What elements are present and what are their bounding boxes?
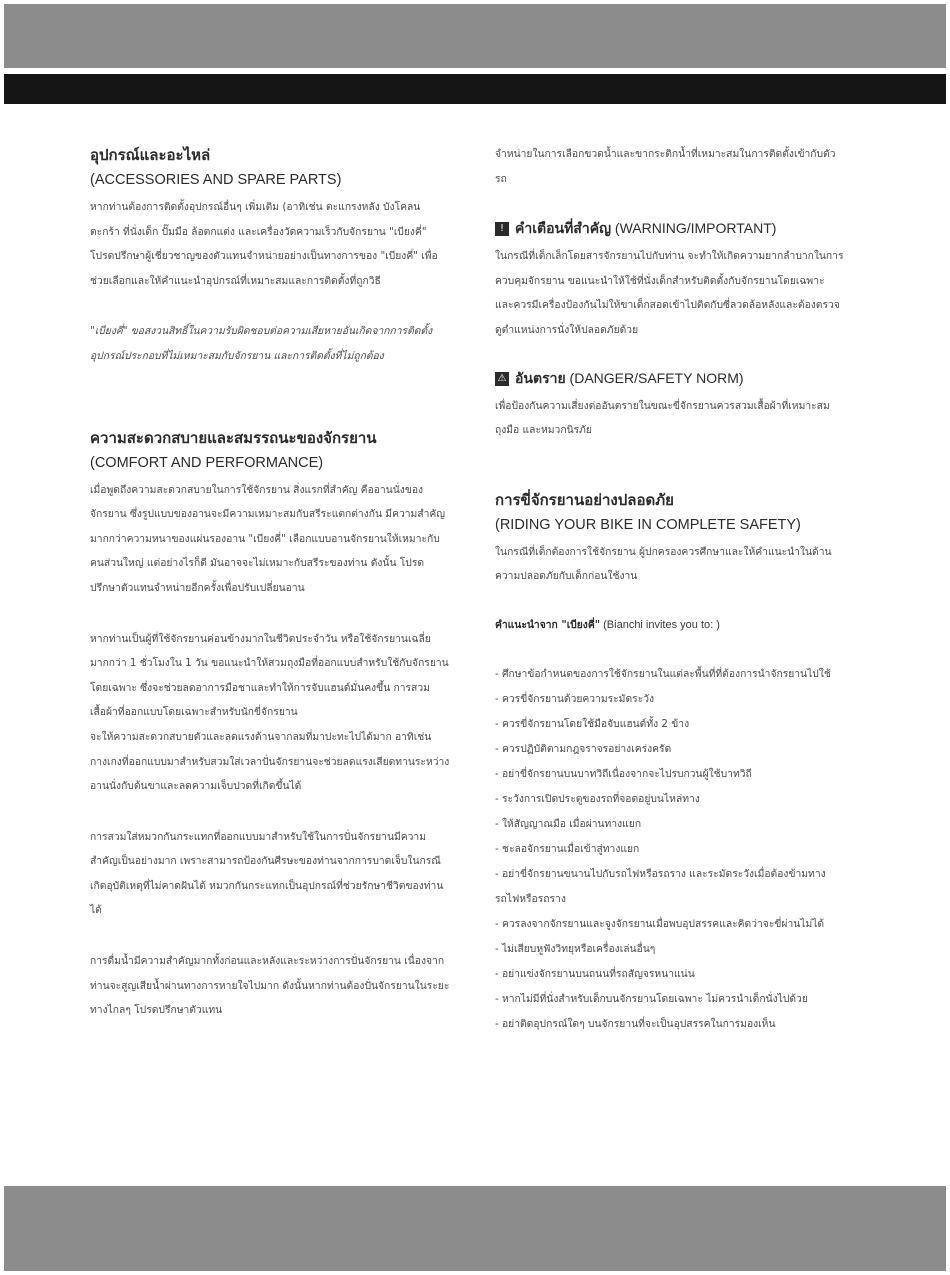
- list-item: - ชะลอจักรยานเมื่อเข้าสู่ทางแยก: [495, 842, 640, 855]
- safety-title: การขี่จักรยานอย่างปลอดภัย: [495, 490, 674, 509]
- comfort-paragraph-clothing: จะให้ความสะดวกสบายตัวและลดแรงต้านจากลมที่มาปะทะไปได้มาก อาทิเช่น กางเกงที่ออกแบบมาสำหรับสวมใส่เวลาปั่นจักรยานจะช่วยลดแรงเสียดทานระหว่างอานนั่งกับต้นขาและลดความเจ็บปวดที่เกิดขึ้นได้: [90, 730, 450, 793]
- list-item: - อย่าขี่จักรยานบนบาทวิถีเนื่องจากจะไปรบกวนผู้ใช้บาทวิถี: [495, 767, 752, 780]
- safety-intro: ในกรณีที่เด็กต้องการใช้จักรยาน ผู้ปกครองควรศึกษาและให้คำแนะนำในด้านความปลอดภัยกับเด็กก่อนใช้งาน: [495, 545, 832, 583]
- accessories-title: อุปกรณ์และอะไหล่: [90, 146, 211, 164]
- invite-heading-en: (Bianchi invites you to: ): [600, 618, 720, 631]
- list-item: - ควรลงจากจักรยานและจูงจักรยานเมื่อพบอุปสรรคและคิดว่าจะขี่ผ่านไม่ได้: [495, 917, 825, 930]
- danger-title-th: อันตราย: [515, 370, 566, 387]
- comfort-title: ความสะดวกสบายและสมรรถนะของจักรยาน: [90, 428, 377, 447]
- list-item: - ควรขี่จักรยานโดยใช้มือจับแฮนด์ทั้ง 2 ข้าง: [495, 717, 690, 730]
- right-column: [495, 130, 845, 1037]
- warning-text: ในกรณีที่เด็กเล็กโดยสารจักรยานไปกับท่าน จะทำให้เกิดความยากลำบากในการควบคุมจักรยาน ขอแนะนำให้ใช้ที่นั่งเด็กสำหรับติดตั้งกับจักรยานโดยเฉพาะ และควรมีเครื่องป้องกันไม่ให้ขาเด็กสอดเข้าไปติดกับซี่ลวดล้อหลังและต้องตรวจดูตำแหน่งการนั่งให้ปลอดภัยด้วย: [495, 250, 844, 336]
- list-item: - ระวังการเปิดประตูของรถที่จอดอยู่บนไหล่ทาง: [495, 792, 700, 805]
- invite-heading: [495, 613, 845, 638]
- danger-title-en: (DANGER/SAFETY NORM): [565, 369, 744, 386]
- list-item: - ไม่เสียบหูฟังวิทยุหรือเครื่องเล่นอื่นๆ: [495, 942, 656, 955]
- comfort-paragraph-gloves: หากท่านเป็นผู้ที่ใช้จักรยานค่อนข้างมากในชีวิตประจำวัน หรือใช้จักรยานเฉลี่ยมากกว่า 1 ชั่วโมงใน 1 วัน ขอแนะนำให้สวมถุงมือที่ออกแบบสำหรับใช้กับจักรยานโดยเฉพาะ ซึ่งจะช่วยลดอาการมือชาและทำให้การจับแฮนด์มั่นคงขึ้น การสวมเสื้อผ้าที่ออกแบบโดยเฉพาะสำหรับนักขี่จักรยาน: [90, 632, 449, 719]
- warning-heading: [495, 215, 845, 242]
- left-column: [90, 130, 450, 1023]
- list-item: - ให้สัญญาณมือ เมื่อผ่านทางแยก: [495, 817, 642, 830]
- comfort-paragraph-saddle: เมื่อพูดถึงความสะดวกสบายในการใช้จักรยาน สิ่งแรกที่สำคัญ คืออานนั่งของจักรยาน ซึ่งรูปแบบของอานจะมีความเหมาะสมกับสรีระแตกต่างกัน มีความสำคัญมากกว่าความหนาของแผ่นรองอาน "เบียงคี่" เลือกแบบอานจักรยานให้เหมาะกับคนส่วนใหญ่ แต่อย่างไรก็ดี มันอาจจะไม่เหมาะกับสรีระของท่าน ดังนั้น โปรดปรึกษาตัวแทนจำหน่ายอีกครั้งเพื่อปรับเปลี่ยนอาน: [90, 483, 446, 594]
- comfort-paragraph-helmet: การสวมใส่หมวกกันกระแทกที่ออกแบบมาสำหรับใช้ในการปั่นจักรยานมีความสำคัญเป็นอย่างมาก เพราะสามารถป้องกันศีรษะของท่านจากการบาดเจ็บในกรณีเกิดอุบัติเหตุที่ไม่คาดฝันได้ หมวกกันกระแทกเป็นอุปกรณ์ที่ช่วยรักษาชีวิตของท่านได้: [90, 830, 444, 917]
- list-item: - ควรปฏิบัติตามกฎจราจรอย่างเคร่งครัด: [495, 742, 672, 755]
- accessories-paragraph: หากท่านต้องการติดตั้งอุปกรณ์อื่นๆ เพิ่มเติม (อาทิเช่น ตะแกรงหลัง บังโคลน ตะกร้า ที่นั่งเด็ก ปั๊มมือ ล้อตกแต่ง และเครื่องวัดความเร็วกับจักรยาน "เบียงคี่" โปรดปรึกษาผู้เชี่ยวชาญของตัวแทนจำหน่ายอย่างเป็นทางการของ "เบียงคี่" เพื่อช่วยเลือกและให้คำแนะนำอุปกรณ์ที่เหมาะสมและการติดตั้งที่ถูกวิธี: [90, 201, 438, 287]
- safety-tips-list: [495, 662, 845, 1037]
- header-bar: [4, 4, 946, 68]
- danger-icon: ⚠: [495, 372, 509, 386]
- list-item: - ศึกษาข้อกำหนดของการใช้จักรยานในแต่ละพื้นที่ที่ต้องการนำจักรยานไปใช้: [495, 667, 831, 680]
- hydration-continuation: จำหน่ายในการเลือกขวดน้ำและขากระติกน้ำที่เหมาะสมในการติดตั้งเข้ากับตัวรถ: [495, 148, 836, 185]
- comfort-paragraph-hydration: การดื่มน้ำมีความสำคัญมากทั้งก่อนและหลังและระหว่างการปั่นจักรยาน เนื่องจากท่านจะสูญเสียน้ำผ่านทางการหายใจไปมาก ดังนั้นหากท่านต้องปั่นจักรยานในระยะทางไกลๆ โปรดปรึกษาตัวแทน: [90, 955, 450, 1017]
- warning-title-th: คำเตือนที่สำคัญ: [515, 221, 612, 238]
- comfort-subtitle: (COMFORT AND PERFORMANCE): [90, 454, 324, 471]
- list-item: - ควรขี่จักรยานด้วยความระมัดระวัง: [495, 692, 655, 705]
- safety-subtitle: (RIDING YOUR BIKE IN COMPLETE SAFETY): [495, 516, 801, 533]
- accessories-subtitle: (ACCESSORIES AND SPARE PARTS): [90, 172, 342, 188]
- invite-heading-th: คำแนะนำจาก "เบียงคี่": [495, 618, 601, 631]
- list-item: - อย่าติดอุปกรณ์ใดๆ บนจักรยานที่จะเป็นอุปสรรคในการมองเห็น: [495, 1017, 776, 1030]
- warning-icon: !: [495, 222, 509, 236]
- list-item: - อย่าแข่งจักรยานบนถนนที่รถสัญจรหนาแน่น: [495, 967, 695, 980]
- header-black-band: [4, 74, 946, 104]
- list-item: - อย่าขี่จักรยานขนานไปกับรถไฟหรือรถราง และระมัดระวังเมื่อต้องข้ามทางรถไฟหรือรถราง: [495, 867, 826, 905]
- footer-bar: [4, 1186, 946, 1271]
- list-item: - หากไม่มีที่นั่งสำหรับเด็กบนจักรยานโดยเฉพาะ ไม่ควรนำเด็กนั่งไปด้วย: [495, 992, 808, 1005]
- accessories-disclaimer: "เบียงคี่" ขอสงวนสิทธิ์ในความรับผิดชอบต่อความเสียหายอันเกิดจากการติดตั้งอุปกรณ์ประกอบที่ไม่เหมาะสมกับจักรยาน และการติดตั้งที่ไม่ถูกต้อง: [90, 325, 433, 362]
- danger-text: เพื่อป้องกันความเสี่ยงต่ออันตรายในขณะขี่จักรยานควรสวมเสื้อผ้าที่เหมาะสม ถุงมือ และหมวกนิรภัย: [495, 399, 830, 437]
- danger-heading: [495, 365, 845, 392]
- warning-title-en: (WARNING/IMPORTANT): [611, 220, 777, 237]
